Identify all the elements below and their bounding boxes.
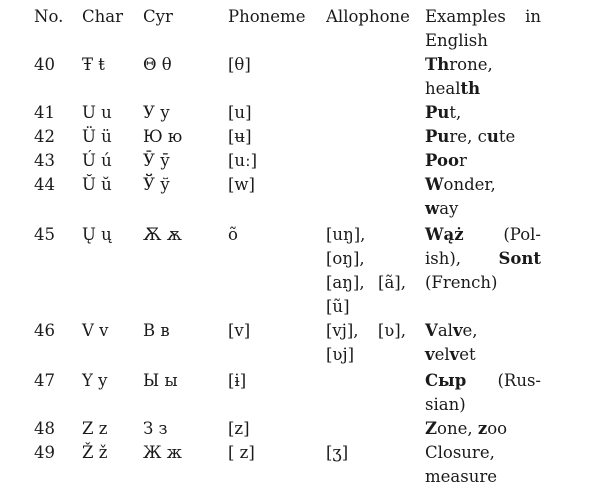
example-cell: Valve, velvet: [425, 321, 478, 364]
header-cyr: Cyr: [143, 7, 173, 26]
header-phoneme: Phoneme: [228, 7, 306, 26]
phoneme-table: No. Char Cyr Phoneme Allophone Examples in English 40 Ŧ ŧ Θ θ [θ] Throne, health 41 U u У у [u] Put, 42 Ü ü Ю ю [ʉ] Pure, cute 43 Ú ú Ӯ ӯ [uː] Poor 44 Ŭ ŭ Ў ў [w] Wonder, way 45 Ų ų Ѫ ѫ õ [uŋ], [oŋ], [aŋ], [ã], [ũ] Wąż (Pol- ish), Sont (French) 46 V v В в [v] [vj], [ʋ], [ʋj] Valve, velvet 47 Y y Ы ы [ɨ] Сыр (Rus- sian) 48 Z z З з [z] Zone, zoo 49 Ž ž Ж ж [ z] [ʒ] Closure, measure: [0, 0, 591, 496]
example-cell: Poor: [425, 151, 467, 170]
example-cell: Wonder, way: [425, 175, 496, 218]
header-allophone: Allophone: [326, 7, 410, 26]
allophone-cell: [vj], [ʋ], [ʋj]: [326, 321, 406, 364]
example-cell: Throne, health: [425, 55, 493, 98]
example-cell: Closure, measure: [425, 443, 497, 486]
example-cell: Zone, zoo: [425, 419, 508, 438]
allophone-cell: [uŋ], [oŋ], [aŋ], [ã], [ũ]: [326, 225, 406, 316]
example-cell: Pure, cute: [425, 127, 516, 146]
example-cell: Put,: [425, 103, 462, 122]
header-examples: Examples in English: [425, 7, 541, 50]
header-no: No.: [34, 7, 64, 26]
example-cell: Сыр (Rus- sian): [425, 371, 541, 414]
example-cell: Wąż (Pol- ish), Sont (French): [425, 225, 541, 292]
header-char: Char: [82, 7, 123, 26]
